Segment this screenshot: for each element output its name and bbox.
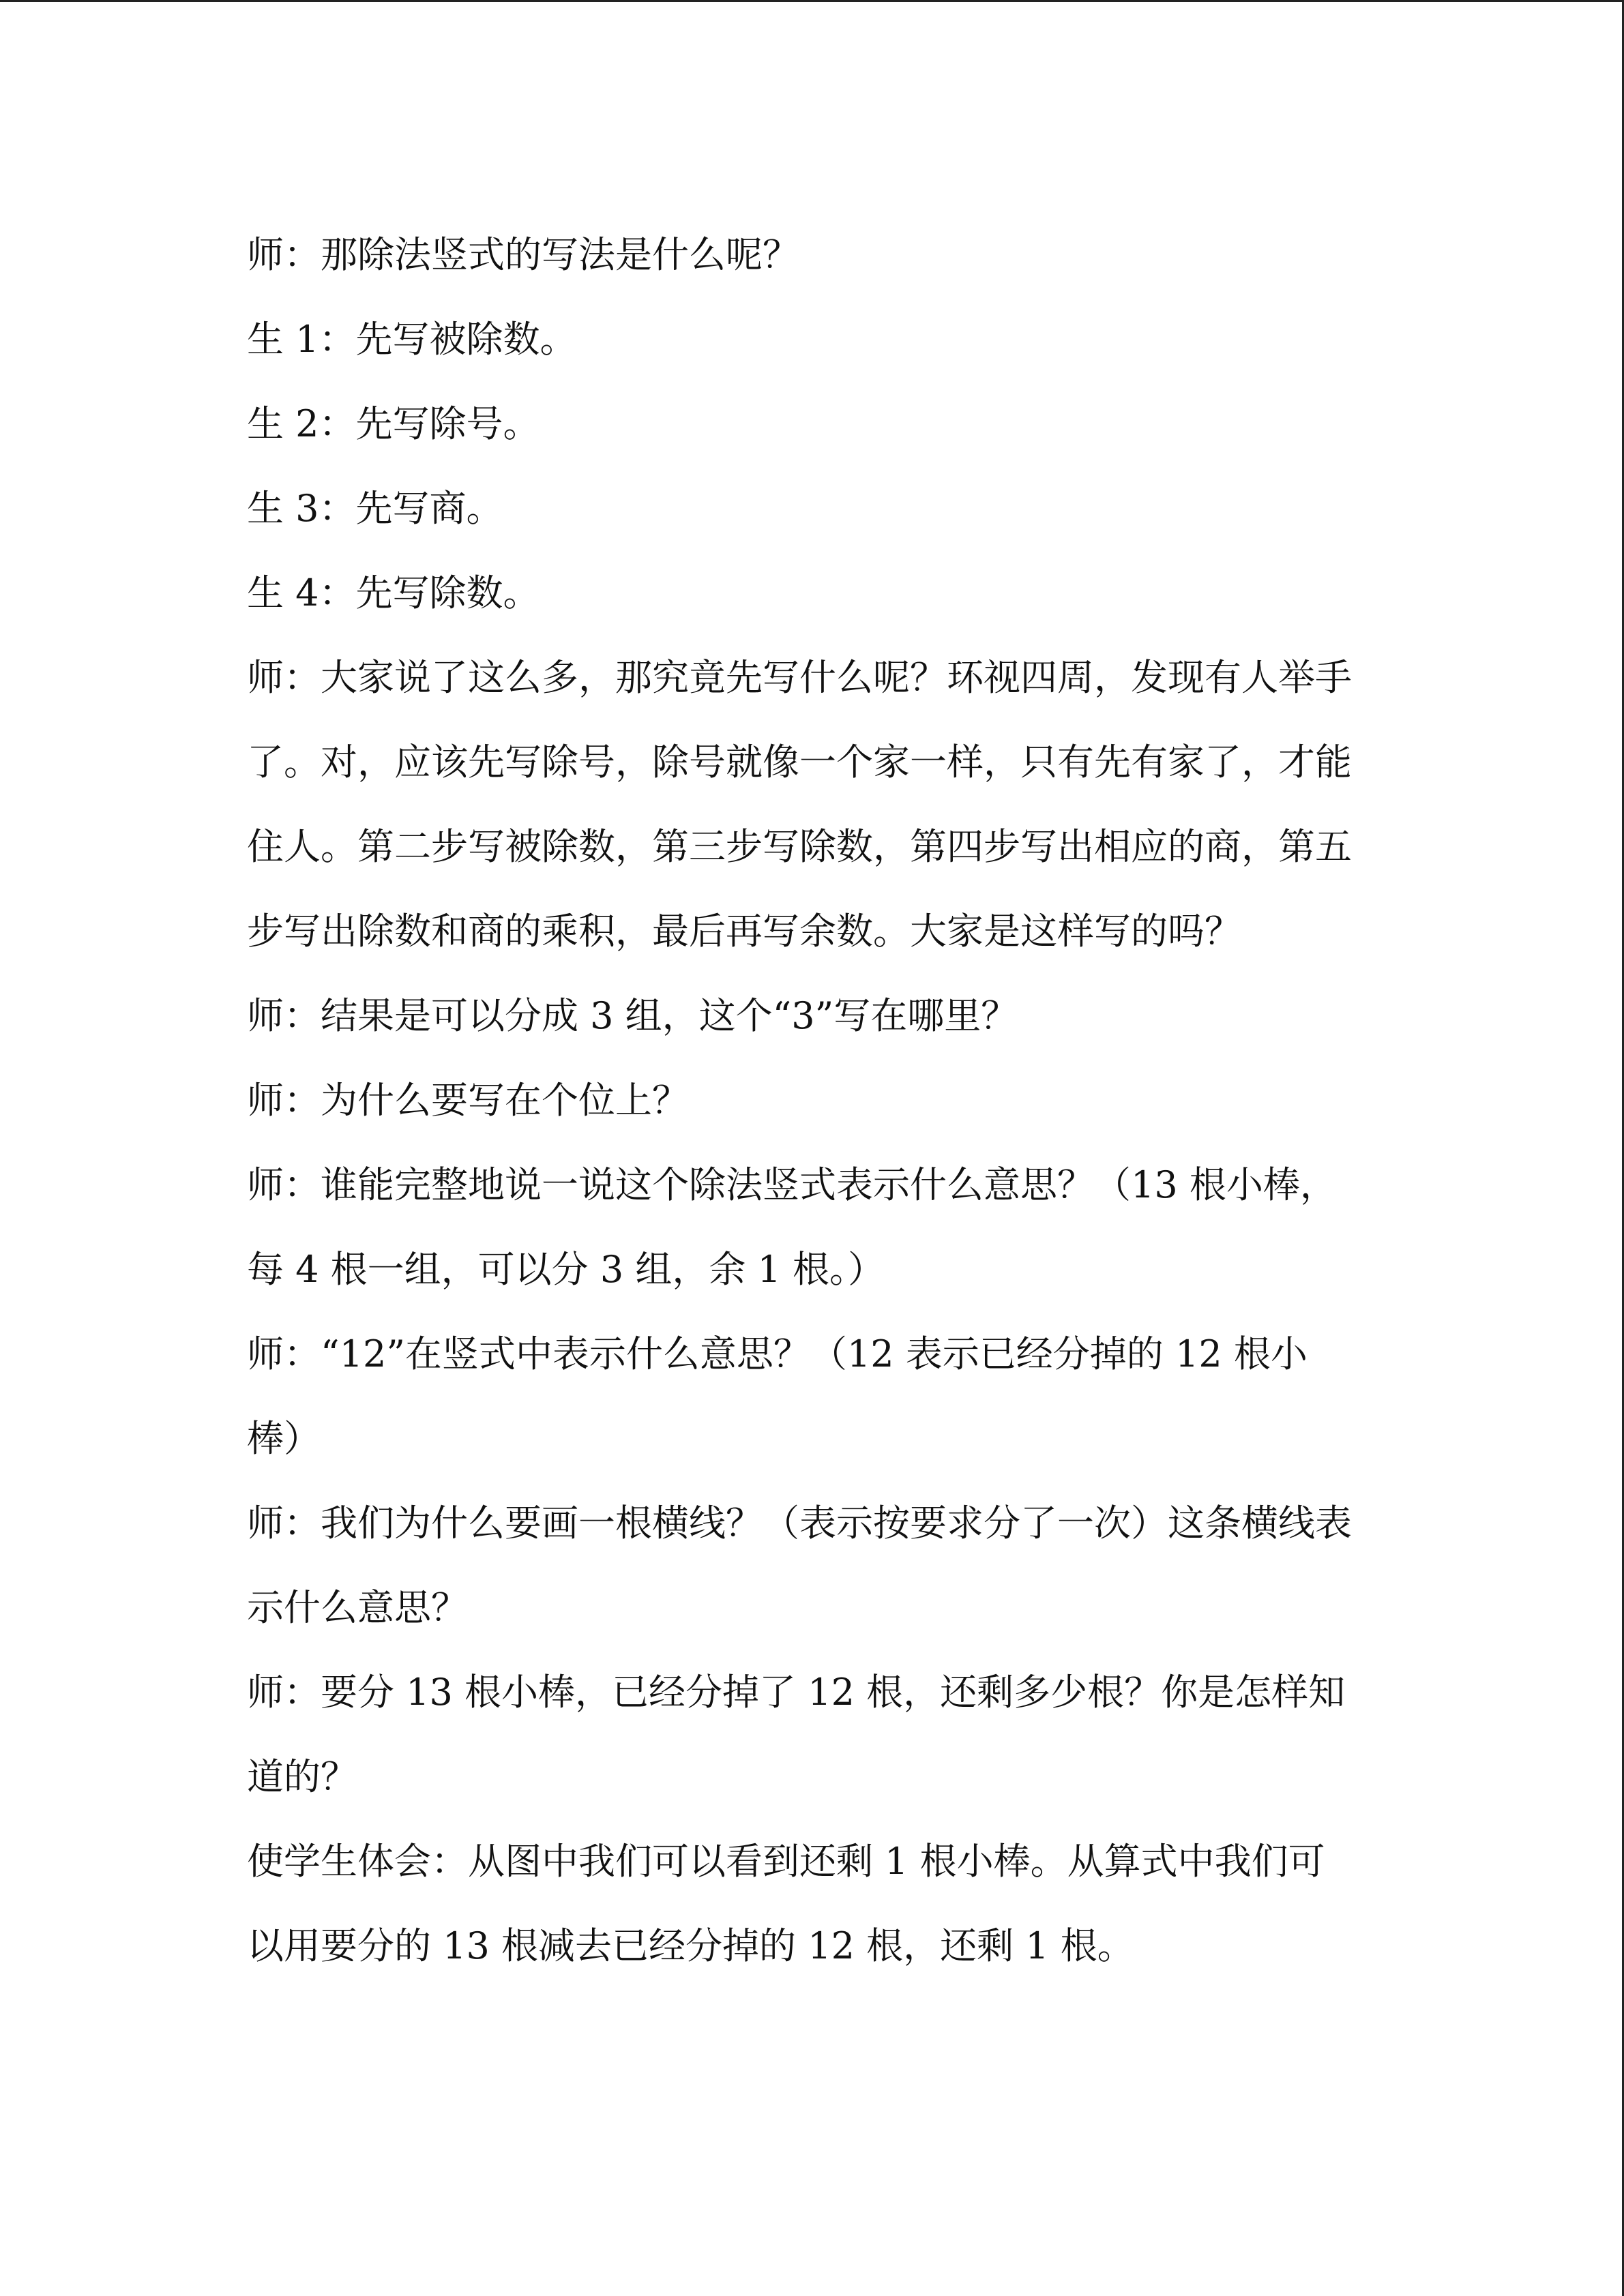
paragraph: 生 1：先写被除数。 xyxy=(247,318,577,361)
paragraph: 师：为什么要写在个位上？ xyxy=(247,1079,689,1122)
paragraph: 生 3：先写商。 xyxy=(247,487,503,530)
paragraph: 师：谁能完整地说一说这个除法竖式表示什么意思？（13 根小棒，每 4 根一组，可以分 3 组，余 1 根。） xyxy=(247,1163,1337,1291)
paragraph: 师：我们为什么要画一根横线？（表示按要求分了一次）这条横线表示什么意思？ xyxy=(247,1502,1352,1629)
page-top-border xyxy=(0,0,1624,2)
paragraph: 师：要分 13 根小棒，已经分掉了 12 根，还剩多少根？你是怎样知道的？ xyxy=(247,1671,1346,1798)
document-body xyxy=(247,213,1359,1988)
paragraph: 师：“12”在竖式中表示什么意思？（12 表示已经分掉的 12 根小棒） xyxy=(247,1332,1308,1460)
paragraph: 师：大家说了这么多，那究竟先写什么呢？环视四周，发现有人举手了。对，应该先写除号，除号就像一个家一样，只有先有家了，才能住人。第二步写被除数，第三步写除数，第四步写出相应的商，第五步写出除数和商的乘积，最后再写余数。大家是这样写的吗？ xyxy=(247,656,1352,953)
paragraph: 生 4：先写除数。 xyxy=(247,571,540,614)
paragraph: 使学生体会：从图中我们可以看到还剩 1 根小棒。从算式中我们可以用要分的 13 根减去已经分掉的 12 根，还剩 1 根。 xyxy=(247,1840,1325,1967)
paragraph: 师：结果是可以分成 3 组，这个“3”写在哪里？ xyxy=(247,994,1018,1037)
paragraph: 师：那除法竖式的写法是什么呢？ xyxy=(247,233,799,276)
paragraph: 生 2：先写除号。 xyxy=(247,402,540,445)
